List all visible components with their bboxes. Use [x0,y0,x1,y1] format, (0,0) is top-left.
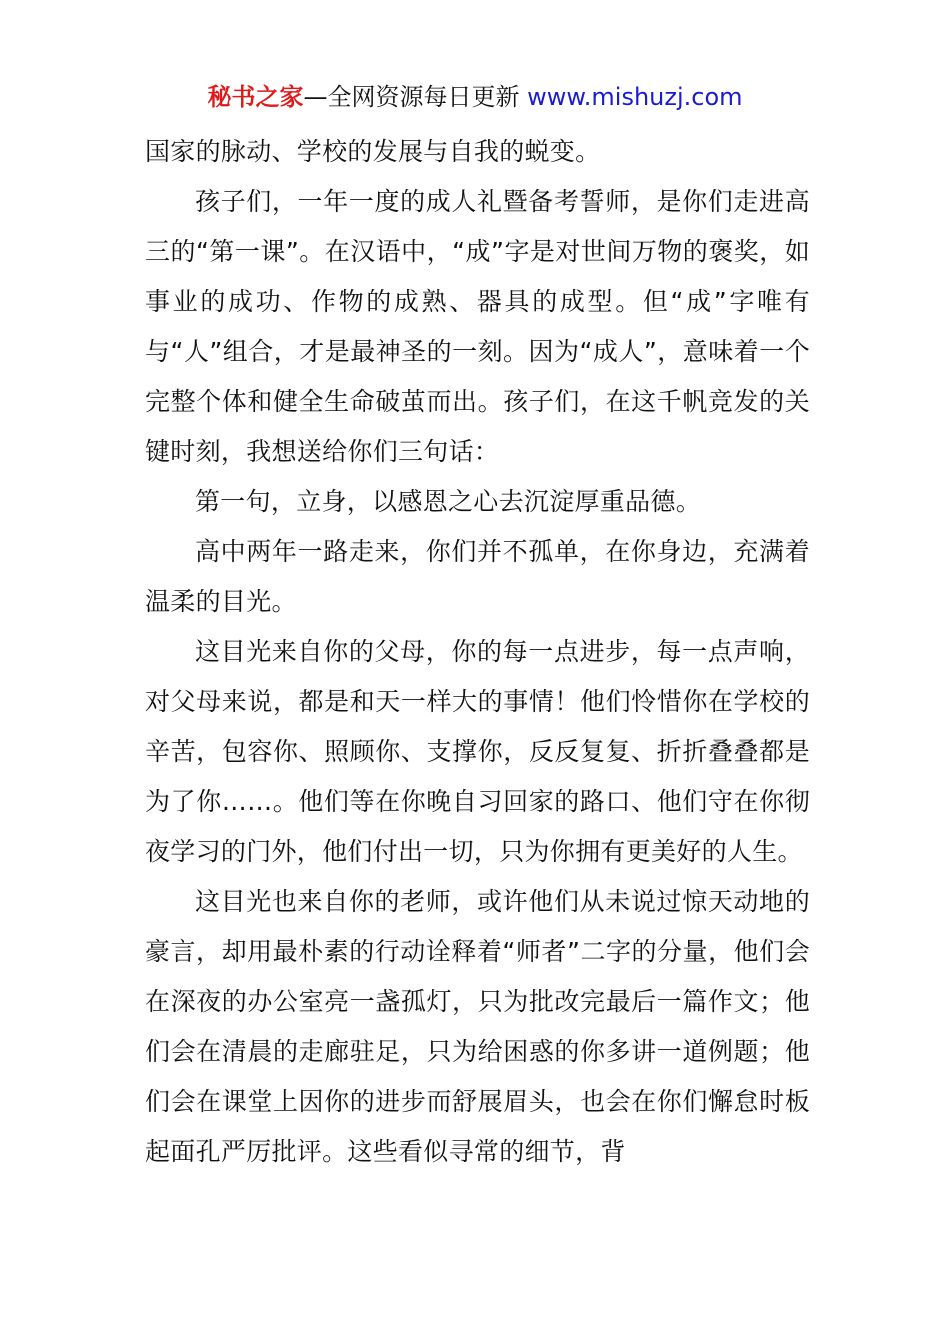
header-tagline: —全网资源每日更新 [303,83,528,111]
paragraph-4: 高中两年一路走来，你们并不孤单，在你身边，充满着温柔的目光。 [145,537,810,616]
paragraph-3: 第一句，立身，以感恩之心去沉淀厚重品德。 [195,487,702,516]
paragraph-2: 孩子们，一年一度的成人礼暨备考誓师，是你们走进高三的“第一课”。在汉语中，“成”字是对世间万物的褒奖，如事业的成功、作物的成熟、器具的成型。但“成”字唯有与“人”组合，才是最神圣的一刻。因为“成人”，意味着一个完整个体和健全生命破茧而出。孩子们，在这千帆竞发的关键时刻，我想送给你们三句话： [145,187,810,466]
paragraph-6: 这目光也来自你的老师，或许他们从未说过惊天动地的豪言，却用最朴素的行动诠释着“师者”二字的分量，他们会在深夜的办公室亮一盏孤灯，只为批改完最后一篇作文；他们会在清晨的走廊驻足，只为给困惑的你多讲一道例题；他们会在课堂上因你的进步而舒展眉头，也会在你们懈怠时板起面孔严厉批评。这些看似寻常的细节，背 [145,887,810,1166]
website-url[interactable]: www.mishuzj.com [527,83,743,111]
paragraph-5: 这目光来自你的父母，你的每一点进步，每一点声响，对父母来说，都是和天一样大的事情！他们怜惜你在学校的辛苦，包容你、照顾你、支撑你，反反复复、折折叠叠都是为了你……。他们等在你晚自习回家的路口、他们守在你彻夜学习的门外，他们付出一切，只为你拥有更美好的人生。 [145,637,810,866]
brand-name: 秘书之家 [207,83,304,111]
document-body [145,127,810,1177]
paragraph-1: 国家的脉动、学校的发展与自我的蜕变。 [145,137,601,166]
page-header [0,80,950,114]
